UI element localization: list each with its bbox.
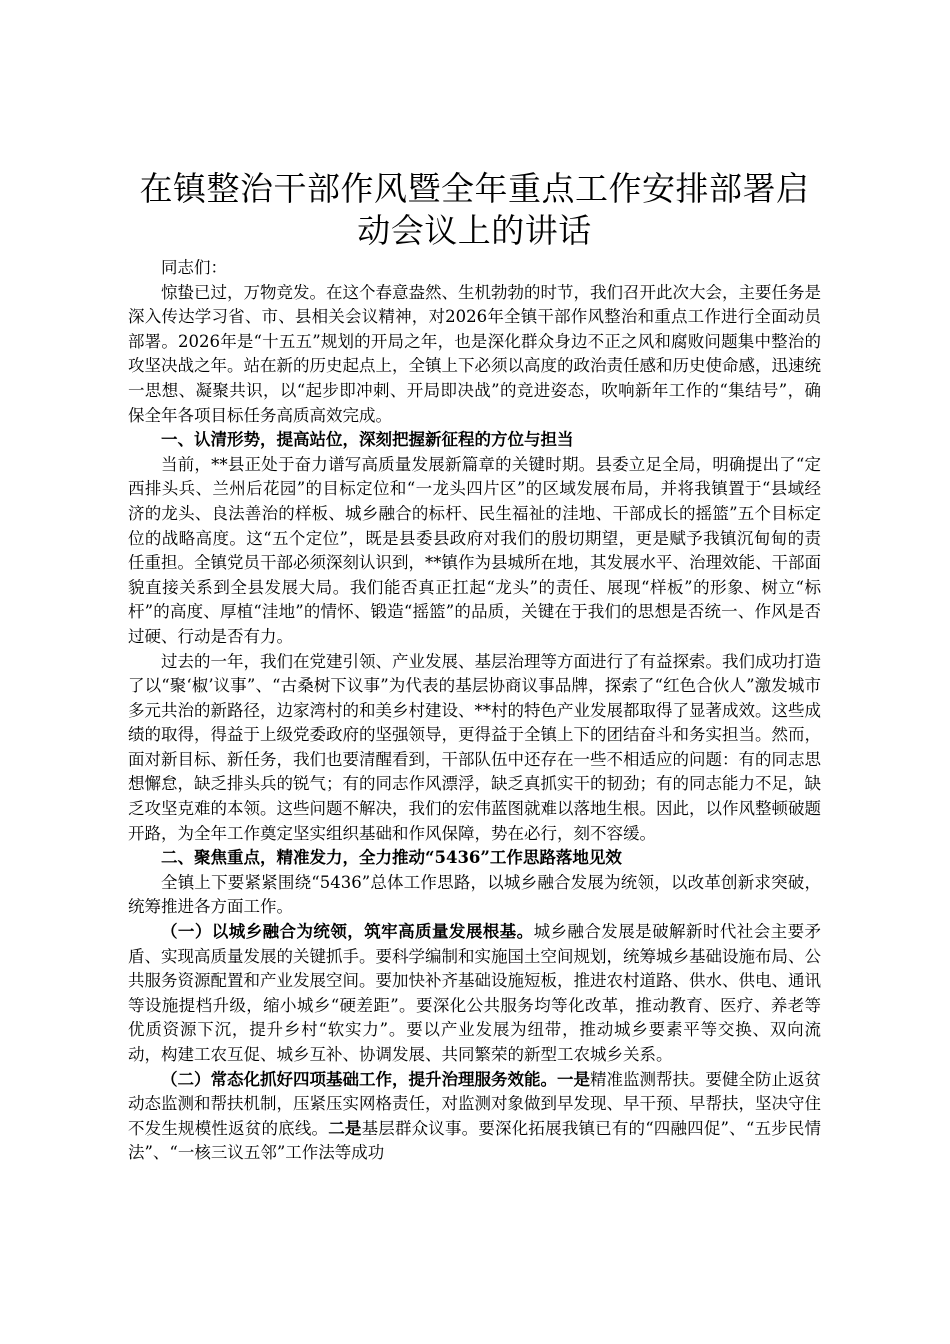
section-1-paragraph-1: 当前，**县正处于奋力谱写高质量发展新篇章的关键时期。县委立足全局，明确提出了“定西排头兵、兰州后花园”的目标定位和“一龙头四片区”的区域发展布局，并将我镇置于“县域经济的龙头、良法善治的样板、城乡融合的标杆、民生福祉的洼地、干部成长的摇篮”五个目标定位的战略高度。这“五个定位”，既是县委县政府对我们的殷切期望，更是赋予我镇沉甸甸的责任重担。全镇党员干部必须深刻认识到，**镇作为县城所在地，其发展水平、治理效能、干部面貌直接关系到全县发展大局。我们能否真正扛起“龙头”的责任、展现“样板”的形象、树立“标杆”的高度、厚植“洼地”的情怀、锻造“摇篮”的品质，关键在于我们的思想是否统一、作风是否过硬、行动是否有力。 xyxy=(128,454,821,646)
section-2-intro: 全镇上下要紧紧围绕“5436”总体工作思路，以城乡融合发展为统领，以改革创新求突破，统筹推进各方面工作。 xyxy=(128,872,821,917)
subsection-2-item-a-text: 精准监测帮扶。要健全防止返贫动态监测和帮扶机制，压紧压实网格责任，对监测对象做到早发现、早干预、早帮扶，坚决守住不发生规模性返贫的底线。 xyxy=(128,1069,821,1138)
section-1-heading: 一、认清形势，提高站位，深刻把握新征程的方位与担当 xyxy=(161,430,574,450)
document-title: 在镇整治干部作风暨全年重点工作安排部署启动会议上的讲话 xyxy=(139,169,810,250)
document-body xyxy=(128,256,821,1166)
subsection-2-lead: （二）常态化抓好四项基础工作，提升治理服务效能。 xyxy=(161,1069,557,1089)
subsection-2-item-b-text: 基层群众议事。要深化拓展我镇已有的“四融四促”、“五步民情法”、“一核三议五邻”工作法等成功 xyxy=(128,1118,822,1163)
section-1-paragraph-2: 过去的一年，我们在党建引领、产业发展、基层治理等方面进行了有益探索。我们成功打造了以“聚‘椒’议事”、“古桑树下议事”为代表的基层协商议事品牌，探索了“红色合伙人”激发城市多元共治的新路径，边家湾村的和美乡村建设、**村的特色产业发展都取得了显著成效。这些成绩的取得，得益于上级党委政府的坚强领导，更得益于全镇上下的团结奋斗和务实担当。然而，面对新目标、新任务，我们也要清醒看到，干部队伍中还存在一些不相适应的问题：有的同志思想懈怠，缺乏排头兵的锐气；有的同志作风漂浮，缺乏真抓实干的韧劲；有的同志能力不足，缺乏攻坚克难的本领。这些问题不解决，我们的宏伟蓝图就难以落地生根。因此，以作风整顿破题开路，为全年工作奠定坚实组织基础和作风保障，势在必行，刻不容缓。 xyxy=(128,651,821,843)
document-page xyxy=(128,168,821,1166)
salutation: 同志们： xyxy=(161,258,227,277)
subsection-2-paragraph xyxy=(128,1068,821,1166)
subsection-1-paragraph xyxy=(128,920,821,1068)
section-2-heading: 二、聚焦重点，精准发力，全力推动“5436”工作思路落地见效 xyxy=(161,848,622,868)
subsection-1-text: 城乡融合发展是破解新时代社会主要矛盾、实现高质量发展的关键抓手。要科学编制和实施国土空间规划，统筹城乡基础设施布局、公共服务资源配置和产业发展空间。要加快补齐基础设施短板，推进农村道路、供水、供电、通讯等设施提档升级，缩小城乡“硬差距”。要深化公共服务均等化改革，推动教育、医疗、养老等优质资源下沉，提升乡村“软实力”。要以产业发展为纽带，推动城乡要素平等交换、双向流动，构建工农互促、城乡互补、协调发展、共同繁荣的新型工农城乡关系。 xyxy=(128,922,822,1064)
subsection-2-item-b-lead: 二是 xyxy=(328,1118,362,1138)
intro-paragraph: 惊蛰已过，万物竞发。在这个春意盎然、生机勃勃的时节，我们召开此次大会，主要任务是深入传达学习省、市、县相关会议精神，对2026年全镇干部作风整治和重点工作进行全面动员部署。2026年是“十五五”规划的开局之年，也是深化群众身边不正之风和腐败问题集中整治的攻坚决战之年。站在新的历史起点上，全镇上下必须以高度的政治责任感和历史使命感，迅速统一思想、凝聚共识，以“起步即冲刺、开局即决战”的竞进姿态，吹响新年工作的“集结号”，确保全年各项目标任务高质高效完成。 xyxy=(128,282,821,425)
subsection-1-lead: （一）以城乡融合为统领，筑牢高质量发展根基。 xyxy=(161,922,534,942)
subsection-2-item-a-lead: 一是 xyxy=(557,1069,590,1089)
